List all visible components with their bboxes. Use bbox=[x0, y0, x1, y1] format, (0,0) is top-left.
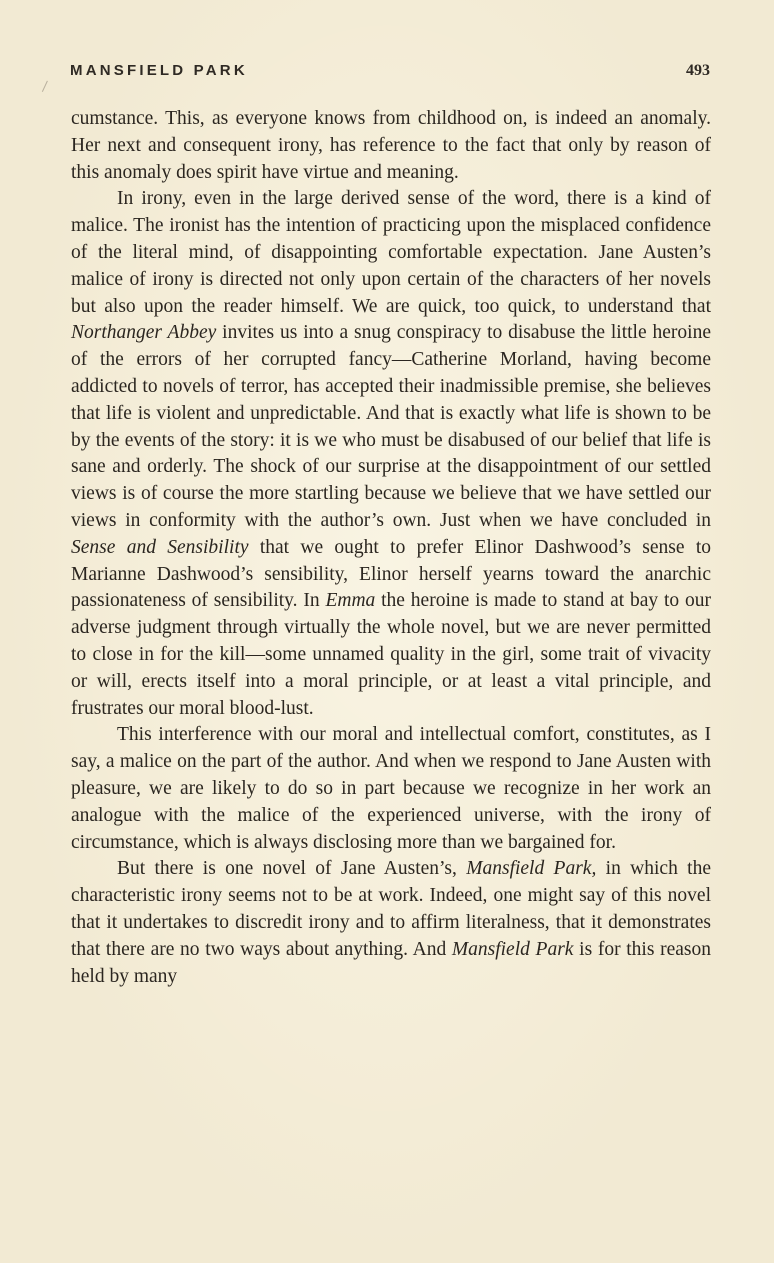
page-number: 493 bbox=[686, 62, 710, 79]
text-run: the heroine is made to stand at bay to our adverse judgment through virtually the whole novel, but we are never permitted to close in for the kill—some unnamed quality in the girl, some trait of vivacity or will, erects itself into a moral principle, or at least a vital principle, and frustrates our moral blood-lust. bbox=[71, 590, 712, 719]
text-run: In irony, even in the large derived sense of the word, there is a kind of malice. The ironist has the intention of practicing upon the misplaced confidence of the literal mind, of disappointing comfortable expectation. Jane Austen’s malice of irony is directed not only upon certain of the characters of her novels but also upon the reader himself. We are quick, too quick, to understand that bbox=[71, 188, 711, 317]
book-title-mansfield-park: Mansfield Park bbox=[451, 938, 574, 960]
body-text bbox=[71, 106, 711, 990]
text-run: in which the characteristic irony seems not to be at work. Indeed, one might say of this novel that it undertakes to discredit irony and to affirm literalness, that it demonstrates that there are no two ways about anything. And bbox=[71, 858, 711, 960]
running-title: MANSFIELD PARK bbox=[70, 62, 248, 79]
text-run: is for this reason held by many bbox=[71, 938, 711, 987]
text-run: invites us into a snug conspiracy to disabuse the little heroine of the errors of her corrupted fancy—Catherine Morland, having become addicted to novels of terror, has accepted their inadmissible premise, she believes that life is violent and unpredictable. And that is exactly what life is shown to be by the events of the story: it is we who must be disabused of our belief that life is sane and orderly. The shock of our surprise at the disappointment of our settled views is of course the more startling because we believe that we have settled our views in conformity with the author’s own. Just when we have concluded in bbox=[71, 322, 711, 531]
text-run: that we ought to prefer Elinor Dashwood’s sense to Marianne Dashwood’s sensibility, Elinor herself yearns toward the anarchic passionateness of sensibility. In bbox=[71, 536, 711, 612]
book-title-northanger-abbey: Northanger Abbey bbox=[71, 322, 217, 344]
paragraph bbox=[71, 186, 711, 722]
paragraph bbox=[71, 722, 711, 856]
text-run: cumstance. This, as everyone knows from childhood on, is indeed an anomaly. Her next and consequent irony, has reference to the fact that only by reason of this anomaly does spirit have virtue and meaning. bbox=[71, 108, 711, 183]
paragraph bbox=[71, 856, 711, 990]
text-run: This interference with our moral and intellectual comfort, constitutes, as I say, a malice on the part of the author. And when we respond to Jane Austen with pleasure, we are likely to do so in part because we recognize in her work an analogue with the malice of the experienced universe, with the irony of circumstance, which is always disclosing more than we bargained for. bbox=[71, 724, 711, 853]
book-title-mansfield-park: Mansfield Park, bbox=[466, 858, 597, 880]
margin-pencil-mark bbox=[42, 81, 55, 96]
book-title-emma: Emma bbox=[325, 590, 376, 612]
book-title-sense-and-sensibility: Sense and Sensibility bbox=[71, 536, 249, 558]
text-run: But there is one novel of Jane Austen’s, bbox=[117, 858, 467, 880]
paragraph bbox=[71, 106, 711, 186]
running-head bbox=[70, 62, 710, 86]
